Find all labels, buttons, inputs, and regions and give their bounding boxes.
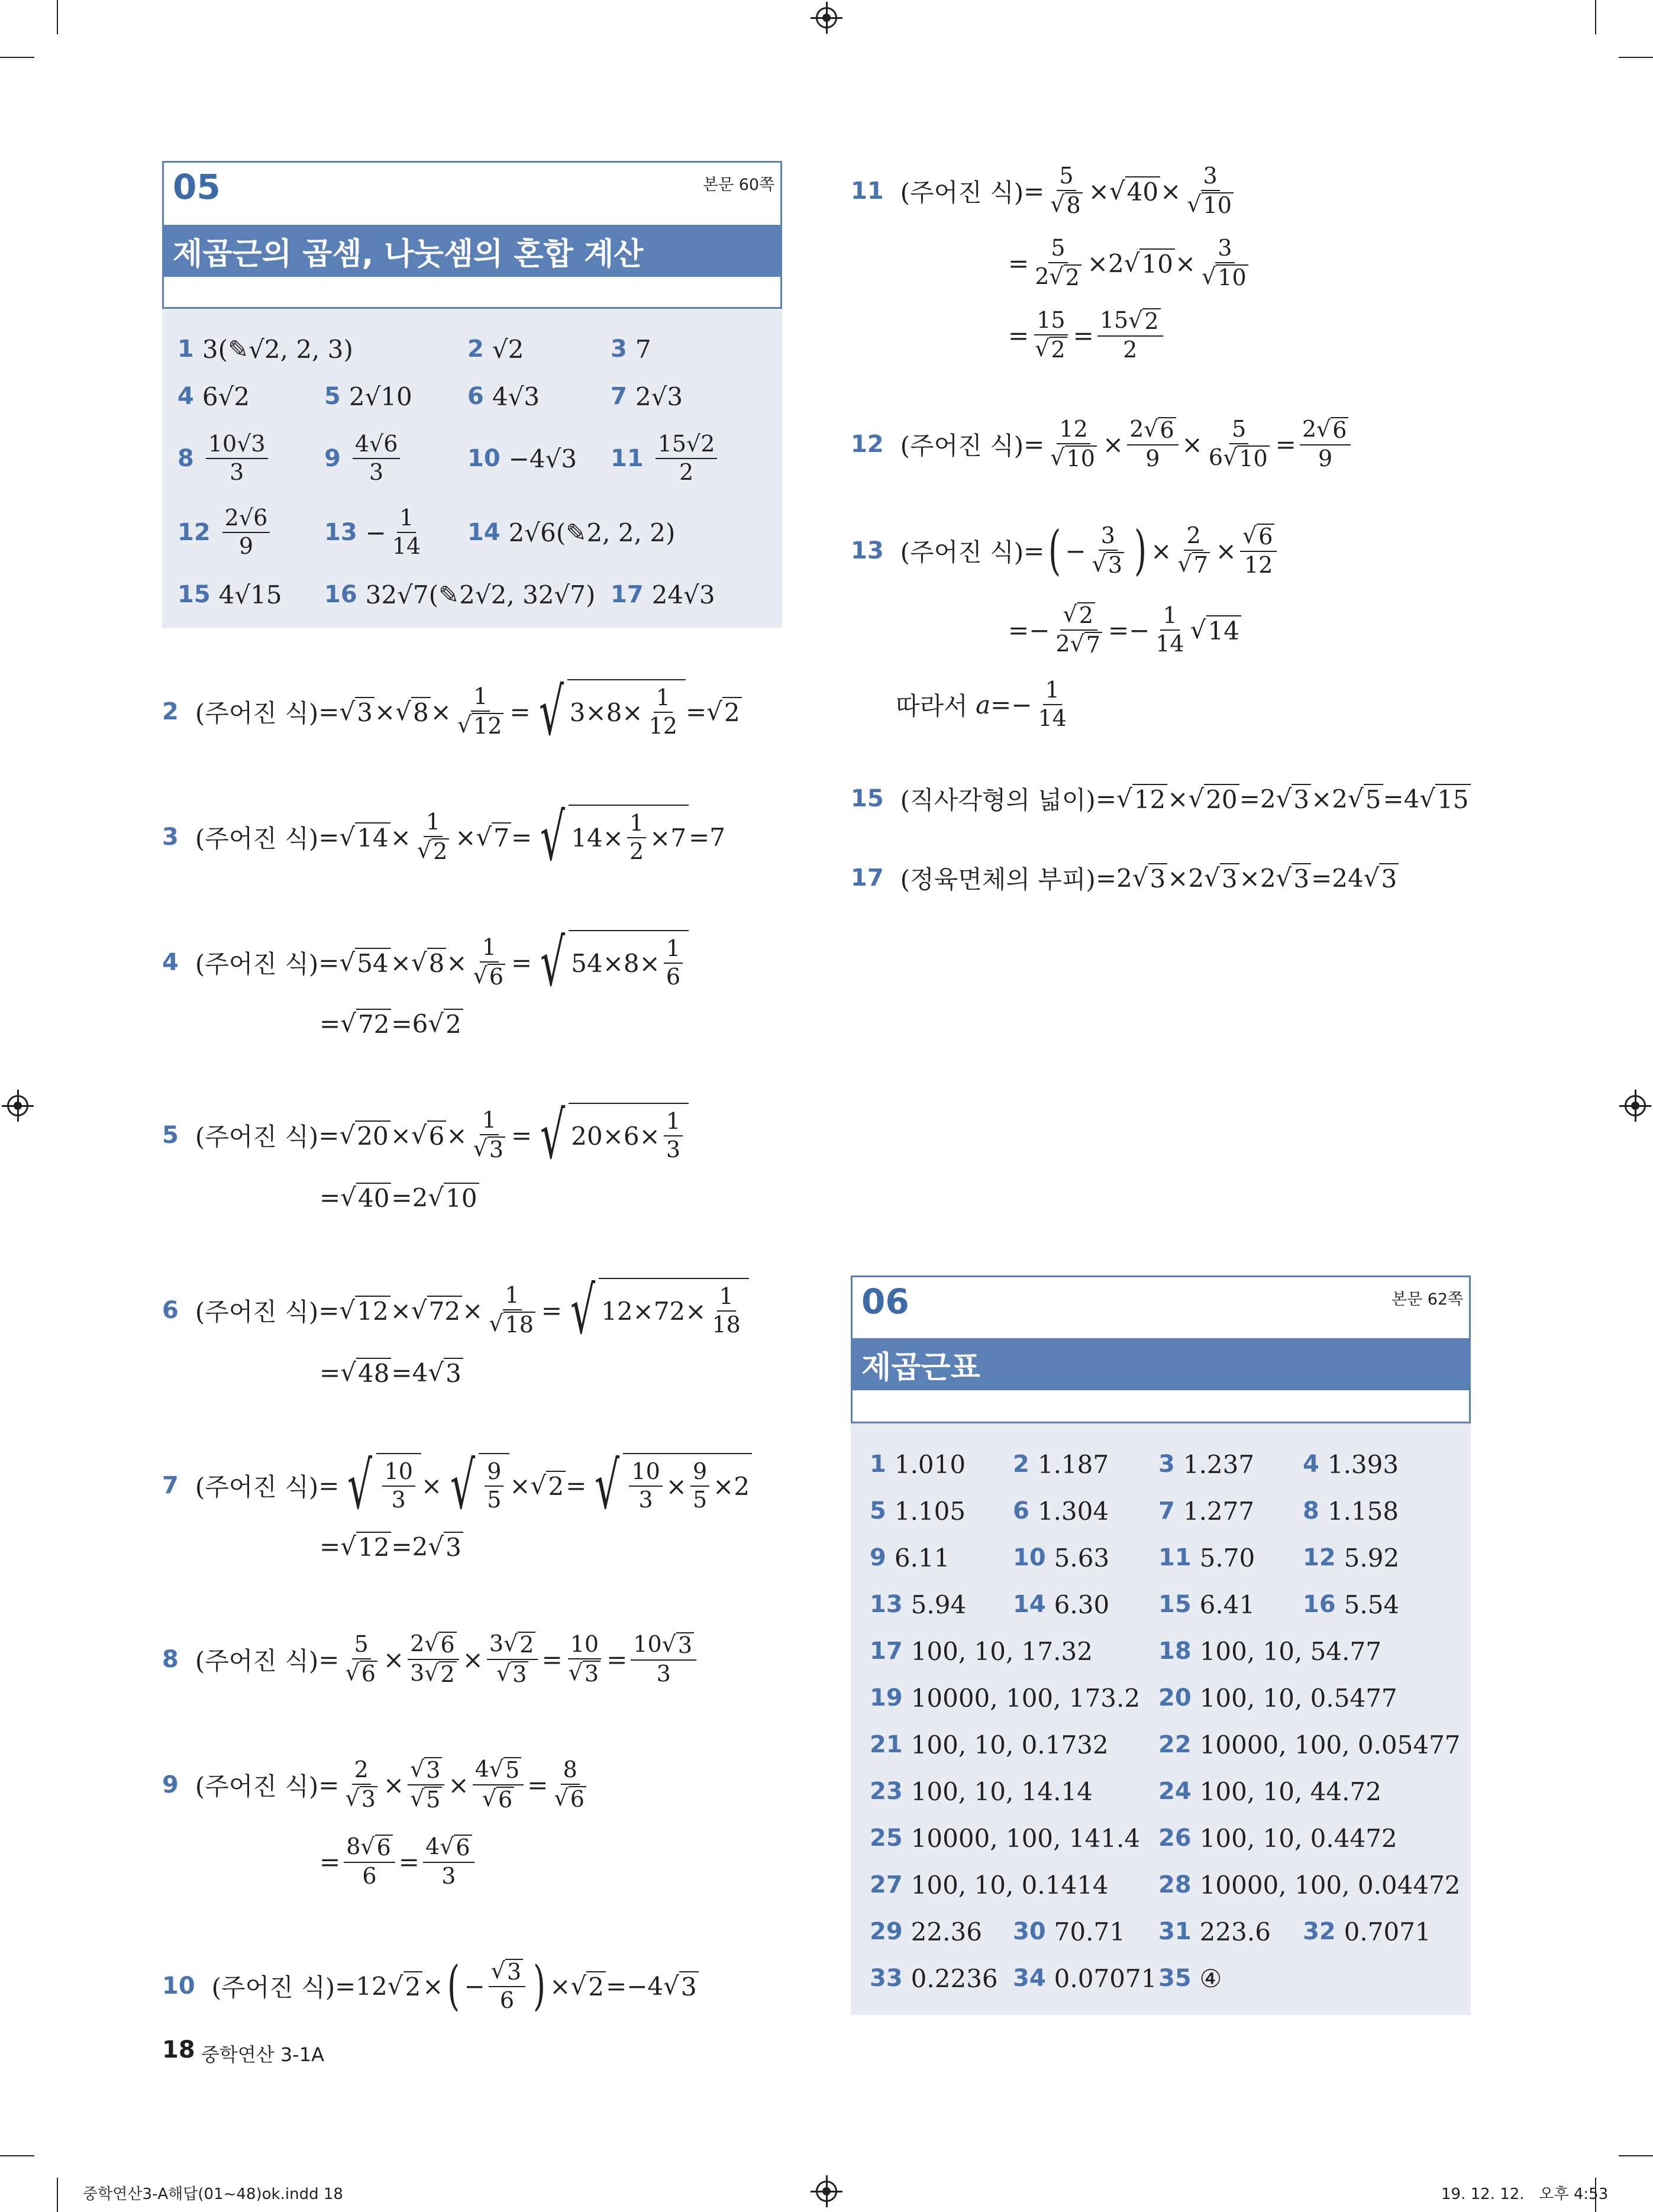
fraction-numerator: 4√6 bbox=[353, 432, 401, 459]
answer-item bbox=[870, 1958, 998, 1999]
answer-value: 0.7071 bbox=[1344, 1917, 1431, 1946]
answer-value: 5.63 bbox=[1054, 1543, 1110, 1572]
answer-number: 22 bbox=[1158, 1731, 1192, 1758]
answer-item bbox=[177, 431, 272, 485]
answer-number: 8 bbox=[1303, 1497, 1319, 1525]
solution-8: 8 (주어진 식) = 5 √ 6 × 2 √ 6 3 √ 2 × 3 √ 2 √ 3 = 10 √ 3 = 10 √ 3 3 bbox=[162, 1627, 700, 1692]
answer-item bbox=[1013, 1490, 1109, 1532]
answer-number: 25 bbox=[870, 1825, 903, 1852]
answer-item bbox=[870, 1864, 1109, 1906]
answer-value: 32√7(✎2√2, 32√7) bbox=[365, 580, 596, 609]
answer-item bbox=[467, 438, 577, 479]
answer-item bbox=[324, 431, 403, 485]
solution-11-line3: = 15 √ 2 = 15 √ 2 2 bbox=[1008, 303, 1167, 368]
answer-value: 4√15 bbox=[218, 580, 282, 609]
answer-value: 1.158 bbox=[1327, 1496, 1399, 1526]
answer-value: 6.11 bbox=[894, 1543, 950, 1572]
answer-item bbox=[611, 328, 651, 370]
answer-value: 10000, 100, 0.04472 bbox=[1199, 1870, 1461, 1900]
answer-number: 28 bbox=[1158, 1871, 1192, 1898]
answer-value: 10000, 100, 141.4 bbox=[911, 1823, 1141, 1853]
answer-number: 26 bbox=[1158, 1825, 1192, 1852]
solution-7-line2: = √ 12 =2 √ 3 bbox=[319, 1529, 463, 1564]
answer-item bbox=[1303, 1444, 1399, 1485]
answer-number: 11 bbox=[1158, 1544, 1192, 1571]
answer-number: 6 bbox=[467, 383, 484, 410]
answer-value: 1.187 bbox=[1037, 1449, 1109, 1479]
fraction-denominator: 3 bbox=[230, 459, 244, 485]
solution-11-line2: = 5 2 √ 2 ×2 √ 10 × 3 √ 10 bbox=[1008, 231, 1254, 296]
solution-12: 12 (주어진 식) = 12 √ 10 × 2 √ 6 9 × 5 6 √ 10 = 2 √ 6 9 bbox=[851, 412, 1354, 477]
answer-fraction bbox=[222, 506, 270, 559]
answer-item bbox=[1158, 1958, 1222, 1999]
answer-number: 7 bbox=[611, 383, 627, 410]
answer-number: 3 bbox=[1158, 1451, 1175, 1478]
registration-mark-left bbox=[7, 1095, 28, 1116]
answer-fraction bbox=[206, 432, 268, 485]
solution-7: 7 (주어진 식) = √ $\frac{10}{3}$ × √ $\frac{9}{5}$ × √ 2 = √ $\frac{10}{3}$ × $\frac{9}{5}$ ×2 bbox=[162, 1453, 752, 1518]
answer-item bbox=[1303, 1584, 1399, 1625]
answer-item bbox=[1158, 1864, 1461, 1906]
answer-number: 8 bbox=[177, 445, 194, 472]
answer-value: 5.70 bbox=[1199, 1543, 1255, 1572]
answer-item bbox=[611, 376, 683, 417]
answer-value: 100, 10, 54.77 bbox=[1199, 1636, 1381, 1666]
answer-value: √2 bbox=[492, 334, 524, 364]
answer-item bbox=[324, 574, 595, 615]
answer-value: 4√3 bbox=[492, 382, 540, 411]
answer-value: 10000, 100, 0.05477 bbox=[1199, 1730, 1461, 1759]
answer-number: 20 bbox=[1158, 1684, 1192, 1712]
answer-value: 22.36 bbox=[911, 1917, 982, 1946]
answer-number: 13 bbox=[324, 519, 357, 546]
answer-fraction bbox=[390, 506, 423, 559]
answer-item bbox=[1013, 1584, 1109, 1625]
registration-mark-top bbox=[816, 7, 837, 28]
answer-item bbox=[870, 1911, 982, 1952]
answer-value: 1.277 bbox=[1183, 1496, 1255, 1526]
answer-item bbox=[1158, 1911, 1271, 1952]
solution-9: 9 (주어진 식) = 2 √ 3 × √ 3 √ 5 × 4 √ 5 √ 6 = 8 √ 6 bbox=[162, 1752, 592, 1817]
answer-item bbox=[870, 1630, 1093, 1672]
answer-value: 5.94 bbox=[911, 1590, 967, 1619]
answer-number: 17 bbox=[870, 1638, 903, 1665]
solution-5: 5 (주어진 식) = √ 20 × √ 6 × 1 √ 3 = √ 20×6× $\frac{1}{3}$ bbox=[162, 1103, 689, 1168]
answer-item bbox=[870, 1444, 966, 1485]
answer-number: 14 bbox=[1013, 1591, 1046, 1618]
solution-15: 15 (직사각형의 넓이) = √ 12 × √ 20 =2 √ 3 ×2 √ 5 =4 √ 15 bbox=[851, 781, 1471, 816]
solution-6-line2: = √ 48 =4 √ 3 bbox=[319, 1355, 463, 1390]
answer-fraction bbox=[353, 432, 401, 485]
answer-item bbox=[1158, 1677, 1397, 1719]
answer-number: 34 bbox=[1013, 1965, 1046, 1992]
answer-value: 100, 10, 14.14 bbox=[911, 1777, 1093, 1806]
fraction-denominator: 14 bbox=[392, 533, 421, 559]
answer-item bbox=[870, 1537, 950, 1578]
answer-number: 16 bbox=[324, 581, 357, 608]
answer-number: 10 bbox=[1013, 1544, 1046, 1571]
section-06-title: 제곱근표 bbox=[851, 1338, 1471, 1390]
answer-number: 35 bbox=[1158, 1965, 1192, 1992]
answer-number: 2 bbox=[467, 335, 484, 363]
answer-value: 0.07071 bbox=[1054, 1964, 1157, 1993]
answer-item bbox=[1158, 1724, 1461, 1765]
answer-number: 5 bbox=[870, 1497, 886, 1525]
answer-item bbox=[870, 1724, 1109, 1765]
answer-item bbox=[1303, 1911, 1431, 1952]
answer-item bbox=[177, 574, 282, 615]
answer-value: 6.30 bbox=[1054, 1590, 1110, 1619]
answer-number: 21 bbox=[870, 1731, 903, 1758]
answer-item bbox=[1158, 1490, 1254, 1532]
answer-item bbox=[324, 505, 427, 559]
answer-value: 100, 10, 0.1414 bbox=[911, 1870, 1109, 1900]
answer-item bbox=[467, 328, 524, 370]
answer-number: 9 bbox=[870, 1544, 886, 1571]
fraction-numerator: 15√2 bbox=[656, 432, 718, 459]
answer-number: 19 bbox=[870, 1684, 903, 1712]
solution-17: 17 (정육면체의 부피) =2 √ 3 ×2 √ 3 ×2 √ 3 =24 √ 3 bbox=[851, 860, 1399, 896]
answer-value: 1.010 bbox=[894, 1449, 966, 1479]
file-name: 중학연산3-A해답(01~48)ok.indd 18 bbox=[83, 2185, 343, 2203]
fraction-denominator: 2 bbox=[679, 459, 694, 485]
answer-item bbox=[870, 1817, 1140, 1859]
answer-number: 1 bbox=[870, 1451, 886, 1478]
section-05-title: 제곱근의 곱셈, 나눗셈의 혼합 계산 bbox=[162, 225, 782, 277]
fraction-denominator: 3 bbox=[369, 459, 384, 485]
answer-number: 1 bbox=[177, 335, 194, 363]
answer-value: 1.237 bbox=[1183, 1449, 1255, 1479]
timestamp: 19. 12. 12. 오후 4:53 bbox=[1441, 2185, 1609, 2203]
solution-3: 3 (주어진 식) = √ 14 × 1 √ 2 × √ 7 = √ 14× $\frac{1}{2}$ ×7 =7 bbox=[162, 799, 725, 875]
section-06-number: 06 bbox=[861, 1281, 909, 1322]
answer-number: 5 bbox=[324, 383, 341, 410]
answer-number: 3 bbox=[611, 335, 627, 363]
answer-number: 32 bbox=[1303, 1918, 1336, 1945]
fraction-numerator: 2√6 bbox=[222, 506, 270, 533]
answer-value: 0.2236 bbox=[911, 1964, 998, 1993]
solution-2: 2 (주어진 식) = √ 3 × √ 8 × 1 √ 12 = √ 3×8× $\frac{1}{12}$ = √ 2 bbox=[162, 679, 742, 744]
fraction-numerator: 1 bbox=[397, 506, 416, 533]
answer-item bbox=[611, 574, 715, 615]
solution-11: 11 (주어진 식) = 5 √ 8 × √ 40 × 3 √ 10 bbox=[851, 159, 1239, 224]
solution-9-line2: = 8 √ 6 6 = 4 √ 6 3 bbox=[319, 1829, 478, 1894]
answer-number: 15 bbox=[1158, 1591, 1192, 1618]
fraction-numerator: 10√3 bbox=[206, 432, 268, 459]
answer-number: 33 bbox=[870, 1965, 903, 1992]
answer-number: 14 bbox=[467, 519, 501, 546]
answer-value: 100, 10, 17.32 bbox=[911, 1636, 1093, 1666]
answer-number: 10 bbox=[467, 445, 501, 472]
answer-value: 100, 10, 0.1732 bbox=[911, 1730, 1109, 1759]
answer-item bbox=[870, 1771, 1093, 1812]
answer-value: 7 bbox=[635, 334, 651, 364]
answer-item bbox=[1158, 1537, 1255, 1578]
answer-item bbox=[177, 376, 250, 417]
answer-number: 18 bbox=[1158, 1638, 1192, 1665]
solution-13-line2: =− √ 2 2 √ 7 =− $\frac{1}{14}$ √ 14 bbox=[1008, 598, 1241, 663]
solution-13: 13 (주어진 식) = ( − 3 √ 3 ) × 2 √ 7 × √ 6 12 bbox=[851, 518, 1280, 583]
answer-number: 27 bbox=[870, 1871, 903, 1898]
answer-number: 4 bbox=[177, 383, 194, 410]
answer-value: 100, 10, 0.5477 bbox=[1199, 1683, 1397, 1713]
section-05-number: 05 bbox=[173, 167, 221, 207]
answer-value: 1.105 bbox=[894, 1496, 966, 1526]
answer-number: 24 bbox=[1158, 1778, 1192, 1805]
answer-value: 1.304 bbox=[1037, 1496, 1109, 1526]
answer-value: ④ bbox=[1199, 1964, 1222, 1993]
answer-item bbox=[1158, 1584, 1255, 1625]
answer-item bbox=[177, 328, 353, 370]
solution-4: 4 (주어진 식) = √ 54 × √ 8 × 1 √ 6 = √ 54×8× $\frac{1}{6}$ bbox=[162, 930, 689, 995]
answer-number: 2 bbox=[1013, 1451, 1029, 1478]
solution-13-conclusion: 따라서 a =− $\frac{1}{14}$ bbox=[896, 677, 1067, 731]
answer-value: 5.54 bbox=[1344, 1590, 1400, 1619]
answer-item bbox=[870, 1584, 966, 1625]
answer-number: 17 bbox=[611, 581, 644, 608]
registration-mark-bottom bbox=[816, 2181, 837, 2202]
section-06-ref: 본문 62쪽 bbox=[1392, 1290, 1464, 1309]
answer-number: 7 bbox=[1158, 1497, 1175, 1525]
answer-item bbox=[1158, 1771, 1381, 1812]
answer-number: 15 bbox=[177, 581, 211, 608]
answer-value: 2√3 bbox=[635, 382, 683, 411]
answer-value: 6.41 bbox=[1199, 1590, 1255, 1619]
solution-5-line2: = √ 40 =2 √ 10 bbox=[319, 1180, 479, 1215]
answer-item bbox=[1158, 1817, 1397, 1859]
answer-number: 29 bbox=[870, 1918, 903, 1945]
answer-value: 1.393 bbox=[1327, 1449, 1399, 1479]
answer-item bbox=[870, 1677, 1140, 1719]
answer-item bbox=[1013, 1958, 1157, 1999]
answer-item bbox=[1303, 1537, 1399, 1578]
answer-number: 12 bbox=[1303, 1544, 1336, 1571]
answer-value: 100, 10, 44.72 bbox=[1199, 1777, 1381, 1806]
answer-value: 5.92 bbox=[1344, 1543, 1400, 1572]
answer-number: 31 bbox=[1158, 1918, 1192, 1945]
book-title: 중학연산 3-1A bbox=[201, 2043, 324, 2066]
answer-number: 12 bbox=[177, 519, 211, 546]
fraction-denominator: 9 bbox=[238, 533, 254, 559]
answer-fraction bbox=[656, 432, 718, 485]
answer-value: 3(✎√2, 2, 3) bbox=[202, 334, 353, 364]
answer-number: 4 bbox=[1303, 1451, 1319, 1478]
solution-6: 6 (주어진 식) = √ 12 × √ 72 × 1 √ 18 = √ 12×72× $\frac{1}{18}$ bbox=[162, 1278, 749, 1343]
answer-item bbox=[870, 1490, 966, 1532]
answer-number: 16 bbox=[1303, 1591, 1336, 1618]
answer-value: 2√6(✎2, 2, 2) bbox=[508, 518, 676, 547]
solution-4-line2: = √ 72 =6 √ 2 bbox=[319, 1006, 463, 1041]
registration-mark-right bbox=[1625, 1095, 1646, 1116]
answer-item bbox=[467, 376, 540, 417]
answer-value: 100, 10, 0.4472 bbox=[1199, 1823, 1397, 1853]
answer-item bbox=[177, 505, 273, 559]
answer-item bbox=[1158, 1630, 1381, 1672]
answer-number: 30 bbox=[1013, 1918, 1046, 1945]
answer-item bbox=[467, 512, 675, 553]
answer-number: 23 bbox=[870, 1778, 903, 1805]
answer-number: 9 bbox=[324, 445, 341, 472]
answer-value: 70.71 bbox=[1054, 1917, 1125, 1946]
solution-10: 10 (주어진 식) =12 √ 2 × ( − √ 3 6 ) × √ 2 =−4 √ 3 bbox=[162, 1953, 699, 2019]
answer-item bbox=[1303, 1490, 1399, 1532]
answer-value: −4√3 bbox=[508, 444, 577, 473]
answer-item bbox=[1013, 1911, 1125, 1952]
section-05-ref: 본문 60쪽 bbox=[703, 176, 775, 194]
answer-item bbox=[1013, 1537, 1109, 1578]
answer-item bbox=[1158, 1444, 1254, 1485]
answer-item bbox=[611, 431, 721, 485]
answer-number: 6 bbox=[1013, 1497, 1029, 1525]
answer-sign: − bbox=[365, 518, 386, 547]
page-number: 18 bbox=[162, 2036, 195, 2064]
answer-number: 11 bbox=[611, 445, 644, 472]
answer-value: 6√2 bbox=[202, 382, 250, 411]
answer-number: 13 bbox=[870, 1591, 903, 1618]
answer-value: 223.6 bbox=[1199, 1917, 1271, 1946]
answer-item bbox=[324, 376, 412, 417]
answer-value: 24√3 bbox=[651, 580, 715, 609]
answer-value: 2√10 bbox=[348, 382, 412, 411]
answer-item bbox=[1013, 1444, 1109, 1485]
answer-value: 10000, 100, 173.2 bbox=[911, 1683, 1141, 1713]
